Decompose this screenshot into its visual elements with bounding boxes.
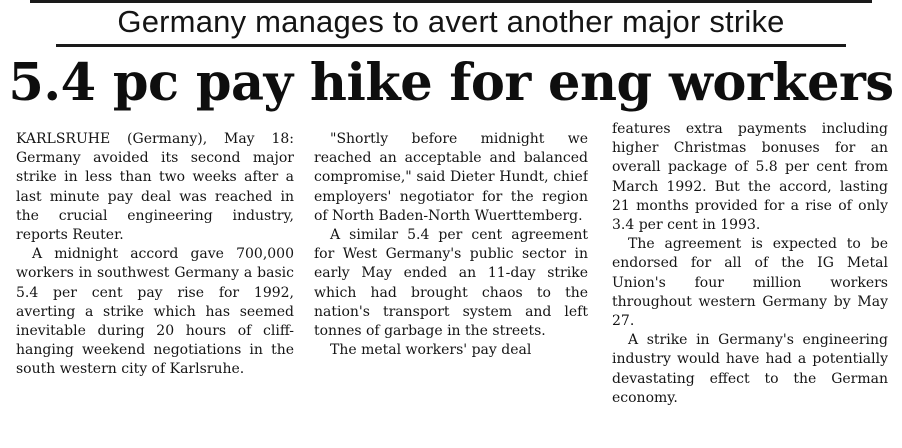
article-column-2 <box>314 130 588 446</box>
dateline-paragraph: KARLSRUHE (Germany), May 18: Germany avoided its second major strike in less than two weeks after a last minute pay deal was reached in the crucial engineering industry, reports Reuter. <box>16 131 294 244</box>
article-column-1 <box>16 130 294 446</box>
continued-paragraph: features extra payments including higher Christmas bonuses for an overall package of 5.8 per cent from March 1992. But the accord, lasting 21 months provided for a rise of only 3.4 per cent in 1993. <box>612 121 888 234</box>
body-paragraph: A similar 5.4 per cent agreement for West Germany's public sector in early May ended an 11-day strike which had brought chaos to the nation's transport system and left tonnes of garbage in the streets. <box>314 227 588 340</box>
kicker-rule <box>56 44 846 47</box>
kicker-headline: Germany manages to avert another major strike <box>117 4 785 39</box>
main-headline: 5.4 pc pay hike for eng workers <box>8 53 894 113</box>
body-paragraph: A strike in Germany's engineering industry would have had a potentially devastating effect to the German economy. <box>612 332 888 406</box>
quote-paragraph: "Shortly before midnight we reached an acceptable and balanced compromise," said Dieter Hundt, chief employers' negotiator for the region of North Baden-North Wuerttemberg. <box>314 131 588 224</box>
top-rule <box>30 0 872 3</box>
body-paragraph: The agreement is expected to be endorsed for all of the IG Metal Union's four million workers throughout western Germany by May 27. <box>612 236 888 330</box>
body-paragraph: The metal workers' pay deal <box>330 342 532 359</box>
article-column-3 <box>612 120 888 436</box>
body-paragraph: A midnight accord gave 700,000 workers in southwest Germany a basic 5.4 per cent pay rise for 1992, averting a strike which has seemed inevitable during 20 hours of cliff-hanging weekend negotiations in the south western city of Karlsruhe. <box>16 246 294 378</box>
